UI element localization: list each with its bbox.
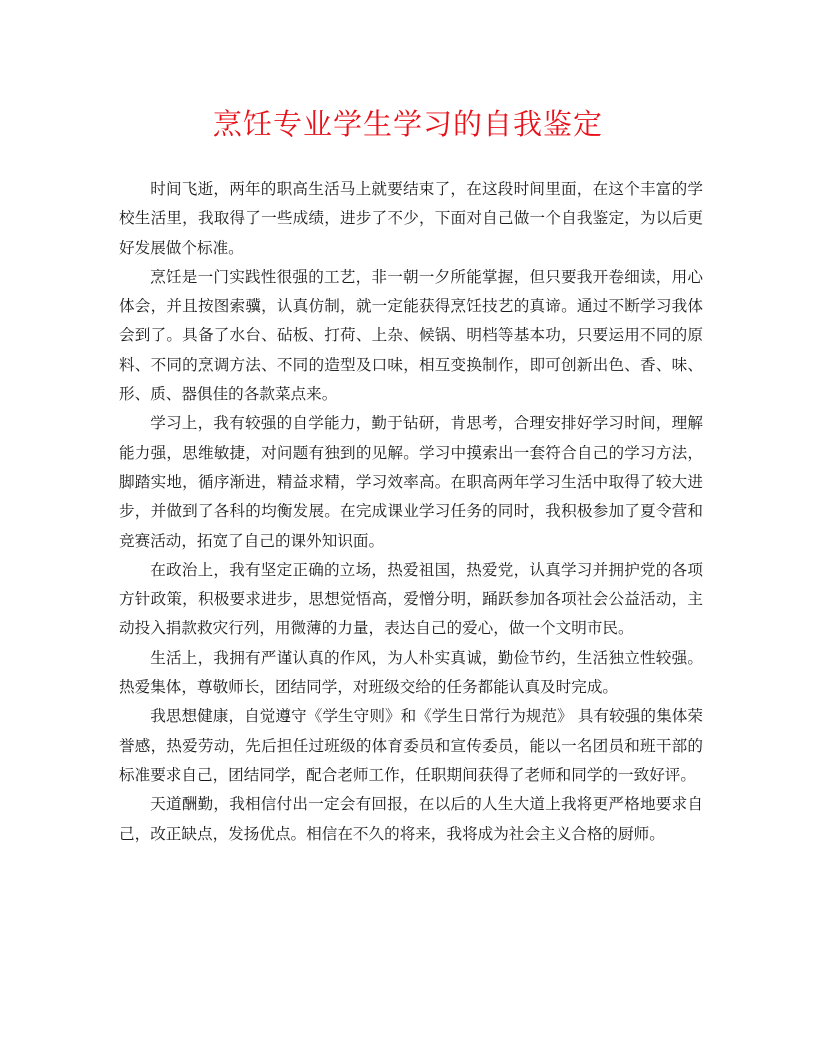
paragraph-life: 生活上，我拥有严谨认真的作风，为人朴实真诚，勤俭节约，生活独立性较强。热爱集体，尊敬师长，团结同学，对班级交给的任务都能认真及时完成。 [119,648,703,697]
paragraph-intro: 时间飞逝，两年的职高生活马上就要结束了，在这段时间里面，在这个丰富的学校生活里，我取得了一些成绩，进步了不少，下面对自己做一个自我鉴定，为以后更好发展做个标准。 [119,180,703,257]
paragraph-cooking-skills: 烹饪是一门实践性很强的工艺，非一朝一夕所能掌握，但只要我开卷细读，用心体会，并且按图索骥，认真仿制，就一定能获得烹饪技艺的真谛。通过不断学习我体会到了。具备了水台、砧板、打荷、上杂、候锅、明档等基本功，只要运用不同的原料、不同的烹调方法、不同的造型及口味，相互变换制作，即可创新出色、香、味、形、质、器俱佳的各款菜点来。 [119,267,703,404]
document-body [119,175,703,849]
document-title: 烹饪专业学生学习的自我鉴定 [212,107,603,141]
paragraph-study: 学习上，我有较强的自学能力，勤于钻研，肯思考，合理安排好学习时间，理解能力强，思维敏捷，对问题有独到的见解。学习中摸索出一套符合自己的学习方法，脚踏实地，循序渐进，精益求精，学习效率高。在职高两年学习生活中取得了较大进步，并做到了各科的均衡发展。在完成课业学习任务的同时，我积极参加了夏令营和竞赛活动，拓宽了自己的课外知识面。 [119,414,703,550]
paragraph-politics: 在政治上，我有坚定正确的立场，热爱祖国，热爱党，认真学习并拥护党的各项方针政策，积极要求进步，思想觉悟高，爱憎分明，踊跃参加各项社会公益活动，主动投入捐款救灾行列，用微薄的力量，表达自己的爱心，做一个文明市民。 [119,560,703,638]
paragraph-ideology: 我思想健康，自觉遵守《学生守则》和《学生日常行为规范》 具有较强的集体荣誉感，热爱劳动，先后担任过班级的体育委员和宣传委员，能以一名团员和班干部的标准要求自己，团结同学，配合老师工作，任职期间获得了老师和同学的一致好评。 [119,707,703,784]
paragraph-conclusion: 天道酬勤，我相信付出一定会有回报，在以后的人生大道上我将更严格地要求自己，改正缺点，发扬优点。相信在不久的将来，我将成为社会主义合格的厨师。 [119,795,703,843]
